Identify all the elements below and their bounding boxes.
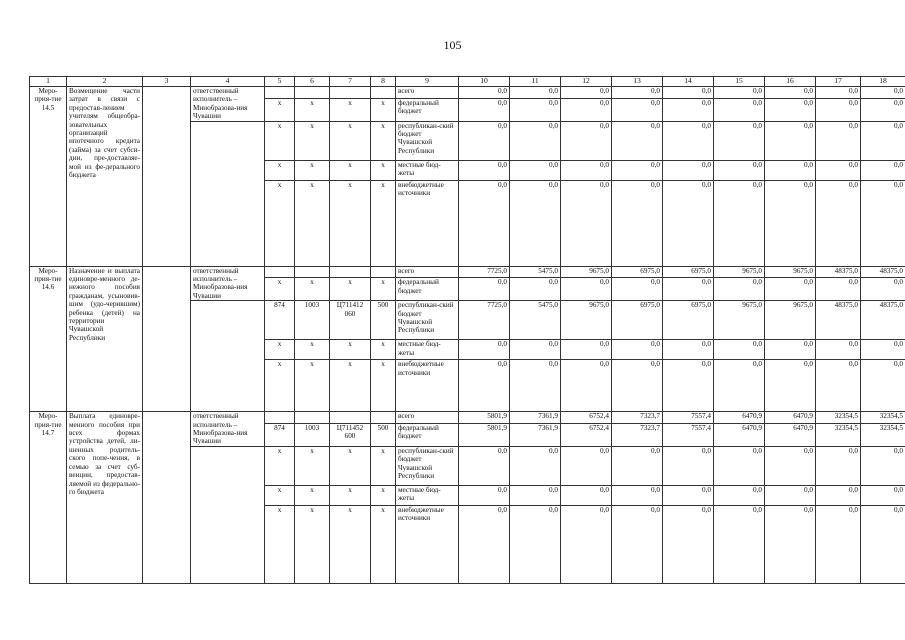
budget-table (29, 76, 905, 584)
funding-value: 0,0 (714, 485, 765, 505)
funding-value: 0,0 (714, 180, 765, 266)
funding-value: 0,0 (816, 98, 861, 121)
funding-value: 0,0 (459, 278, 510, 301)
funding-value: 0,0 (663, 278, 714, 301)
grbs-code: 874 (265, 301, 295, 340)
funding-value: 0,0 (714, 278, 765, 301)
measure-responsible-empty (191, 446, 265, 583)
funding-value: 0,0 (765, 446, 816, 485)
column-number: 12 (561, 77, 612, 87)
funding-value: 0,0 (510, 360, 561, 412)
column-number: 2 (67, 77, 143, 87)
funding-value: 0,0 (663, 98, 714, 121)
grbs-code (265, 412, 295, 424)
funding-value: 0,0 (714, 505, 765, 583)
funding-value: 0,0 (861, 360, 905, 412)
funding-value: 0,0 (765, 278, 816, 301)
funding-value: 6975,0 (612, 301, 663, 340)
column-number: 11 (510, 77, 561, 87)
funding-value: 0,0 (561, 98, 612, 121)
funding-value: 0,0 (816, 360, 861, 412)
expense-type-code: x (371, 505, 396, 583)
column-number: 3 (143, 77, 191, 87)
funding-value: 0,0 (459, 446, 510, 485)
funding-value: 0,0 (816, 485, 861, 505)
column-number: 16 (765, 77, 816, 87)
funding-source: всего (396, 87, 459, 99)
funding-value: 0,0 (861, 87, 905, 99)
measure-code: Меро-прия-тие 14.7 (30, 412, 67, 584)
column-number: 10 (459, 77, 510, 87)
funding-value: 7323,7 (612, 423, 663, 446)
target-article-code: x (330, 121, 371, 160)
funding-value: 5475,0 (510, 266, 561, 278)
target-article-code: Ц711412 060 (330, 301, 371, 340)
column-number-row (30, 77, 905, 87)
grbs-code: x (265, 180, 295, 266)
target-article-code: x (330, 160, 371, 180)
grbs-code: x (265, 160, 295, 180)
funding-value: 0,0 (663, 446, 714, 485)
section-code: 1003 (295, 423, 330, 446)
section-code (295, 412, 330, 424)
funding-value: 0,0 (510, 87, 561, 99)
funding-source: внебюджетные источники (396, 505, 459, 583)
funding-value: 0,0 (612, 121, 663, 160)
grbs-code (265, 266, 295, 278)
funding-source: местные бюд-жеты (396, 340, 459, 360)
target-article-code: x (330, 446, 371, 485)
funding-value: 9675,0 (561, 266, 612, 278)
funding-value: 7557,4 (663, 423, 714, 446)
funding-value: 5801,9 (459, 423, 510, 446)
section-code (295, 87, 330, 99)
funding-value: 0,0 (714, 121, 765, 160)
funding-value: 7725,0 (459, 301, 510, 340)
funding-source: всего (396, 266, 459, 278)
column-number: 15 (714, 77, 765, 87)
funding-value: 7323,7 (612, 412, 663, 424)
section-code: x (295, 446, 330, 485)
target-article-code: x (330, 485, 371, 505)
grbs-code: x (265, 98, 295, 121)
measure-name: Назначение и выплата единовре-менного де-нежного пособия гражданам, усыновив-шим (удо-черившим) ребенка (детей) на территории Чувашской Республики (67, 266, 143, 412)
funding-value: 0,0 (612, 98, 663, 121)
grbs-code: x (265, 121, 295, 160)
funding-value: 0,0 (510, 505, 561, 583)
funding-value: 6975,0 (663, 301, 714, 340)
funding-value: 0,0 (561, 160, 612, 180)
funding-value: 0,0 (459, 98, 510, 121)
grbs-code: 874 (265, 423, 295, 446)
funding-value: 7557,4 (663, 412, 714, 424)
measure-name: Возмещение части затрат в связи с предостав-лением учителям общеобра-зовательных организаций ипотечного кредита (займа) за счет субси-дии, пре-доставляе-мой из фе-дерального бюджета (67, 87, 143, 267)
funding-value: 0,0 (861, 278, 905, 301)
funding-value: 0,0 (714, 160, 765, 180)
funding-value: 0,0 (663, 485, 714, 505)
funding-value: 0,0 (561, 360, 612, 412)
target-article-code: x (330, 98, 371, 121)
measure-responsible-empty (191, 301, 265, 412)
funding-value: 0,0 (861, 121, 905, 160)
section-code: x (295, 180, 330, 266)
funding-value: 0,0 (459, 160, 510, 180)
funding-value: 0,0 (663, 340, 714, 360)
funding-source: республикан-ский бюджет Чувашской Республики (396, 301, 459, 340)
grbs-code (265, 87, 295, 99)
expense-type-code: 500 (371, 423, 396, 446)
funding-source: местные бюд-жеты (396, 485, 459, 505)
funding-value: 0,0 (861, 180, 905, 266)
column-number: 1 (30, 77, 67, 87)
funding-value: 0,0 (816, 180, 861, 266)
funding-value: 0,0 (714, 446, 765, 485)
funding-value: 0,0 (561, 121, 612, 160)
funding-value: 0,0 (612, 505, 663, 583)
funding-value: 32354,5 (816, 412, 861, 424)
funding-value: 0,0 (663, 160, 714, 180)
section-code: 1003 (295, 301, 330, 340)
funding-value: 0,0 (765, 485, 816, 505)
section-code: x (295, 505, 330, 583)
measure-col3 (143, 87, 191, 267)
funding-source: местные бюд-жеты (396, 160, 459, 180)
expense-type-code (371, 266, 396, 278)
funding-value: 6470,9 (765, 423, 816, 446)
funding-value: 0,0 (765, 121, 816, 160)
funding-value: 32354,5 (816, 423, 861, 446)
funding-value: 0,0 (765, 180, 816, 266)
table-row (30, 412, 905, 424)
funding-value: 9675,0 (561, 301, 612, 340)
funding-value: 0,0 (510, 278, 561, 301)
target-article-code: x (330, 360, 371, 412)
funding-value: 0,0 (510, 340, 561, 360)
section-code (295, 266, 330, 278)
measure-responsible-empty (191, 121, 265, 266)
grbs-code: x (265, 446, 295, 485)
funding-value: 7361,9 (510, 423, 561, 446)
section-code: x (295, 160, 330, 180)
funding-value: 0,0 (714, 87, 765, 99)
funding-source: внебюджетные источники (396, 180, 459, 266)
column-number: 9 (396, 77, 459, 87)
funding-value: 0,0 (459, 87, 510, 99)
funding-value: 0,0 (561, 340, 612, 360)
funding-value: 0,0 (561, 278, 612, 301)
funding-value: 6752,4 (561, 423, 612, 446)
expense-type-code: 500 (371, 301, 396, 340)
funding-value: 0,0 (459, 485, 510, 505)
funding-value: 9675,0 (714, 301, 765, 340)
funding-value: 0,0 (459, 340, 510, 360)
target-article-code (330, 87, 371, 99)
funding-value: 0,0 (663, 505, 714, 583)
funding-value: 0,0 (612, 160, 663, 180)
section-code: x (295, 360, 330, 412)
funding-value: 0,0 (663, 121, 714, 160)
table-row (30, 266, 905, 278)
funding-value: 0,0 (765, 160, 816, 180)
expense-type-code: x (371, 180, 396, 266)
grbs-code: x (265, 505, 295, 583)
funding-value: 0,0 (765, 340, 816, 360)
funding-value: 0,0 (459, 121, 510, 160)
expense-type-code: x (371, 360, 396, 412)
funding-value: 0,0 (816, 340, 861, 360)
funding-value: 0,0 (861, 160, 905, 180)
funding-value: 0,0 (765, 87, 816, 99)
measure-responsible: ответственный исполнитель – Минобразова-ния Чувашии (191, 87, 265, 122)
funding-source: республикан-ский бюджет Чувашской Республики (396, 121, 459, 160)
funding-value: 0,0 (510, 121, 561, 160)
funding-value: 0,0 (510, 98, 561, 121)
funding-value: 0,0 (612, 278, 663, 301)
column-number: 8 (371, 77, 396, 87)
funding-source: федеральный бюджет (396, 423, 459, 446)
measure-responsible: ответственный исполнитель – Минобразова-ния Чувашии (191, 412, 265, 447)
target-article-code: Ц711452 600 (330, 423, 371, 446)
funding-value: 0,0 (459, 505, 510, 583)
expense-type-code (371, 87, 396, 99)
column-number: 7 (330, 77, 371, 87)
funding-value: 48375,0 (816, 301, 861, 340)
expense-type-code: x (371, 98, 396, 121)
funding-value: 6470,9 (714, 412, 765, 424)
funding-value: 6470,9 (714, 423, 765, 446)
funding-value: 0,0 (816, 87, 861, 99)
funding-value: 0,0 (612, 340, 663, 360)
funding-value: 0,0 (612, 446, 663, 485)
funding-value: 7361,9 (510, 412, 561, 424)
funding-value: 0,0 (612, 360, 663, 412)
funding-value: 0,0 (861, 485, 905, 505)
funding-value: 0,0 (510, 160, 561, 180)
column-number: 5 (265, 77, 295, 87)
measure-name: Выплата единовре-менного пособия при всех формах устройства детей, ли-шенных родитель-ского попе-чения, в семью за счет суб-венции, предостав-ляемой из федерально-го бюджета (67, 412, 143, 584)
funding-value: 9675,0 (765, 301, 816, 340)
grbs-code: x (265, 485, 295, 505)
funding-value: 32354,5 (861, 412, 905, 424)
target-article-code: x (330, 278, 371, 301)
funding-value: 0,0 (561, 87, 612, 99)
section-code: x (295, 98, 330, 121)
funding-source: федеральный бюджет (396, 98, 459, 121)
funding-source: республикан-ский бюджет Чувашской Республики (396, 446, 459, 485)
funding-value: 0,0 (561, 485, 612, 505)
funding-value: 0,0 (612, 87, 663, 99)
target-article-code: x (330, 505, 371, 583)
target-article-code: x (330, 340, 371, 360)
funding-source: внебюджетные источники (396, 360, 459, 412)
table-body (30, 77, 905, 584)
funding-value: 0,0 (765, 98, 816, 121)
funding-value: 0,0 (510, 446, 561, 485)
funding-value: 0,0 (561, 180, 612, 266)
expense-type-code (371, 412, 396, 424)
funding-value: 0,0 (561, 505, 612, 583)
column-number: 6 (295, 77, 330, 87)
section-code: x (295, 485, 330, 505)
expense-type-code: x (371, 278, 396, 301)
funding-value: 9675,0 (714, 266, 765, 278)
section-code: x (295, 340, 330, 360)
funding-value: 0,0 (861, 340, 905, 360)
target-article-code: x (330, 180, 371, 266)
funding-value: 32354,5 (861, 423, 905, 446)
funding-value: 0,0 (612, 485, 663, 505)
funding-value: 0,0 (663, 180, 714, 266)
column-number: 14 (663, 77, 714, 87)
funding-value: 0,0 (816, 121, 861, 160)
funding-value: 6470,9 (765, 412, 816, 424)
funding-value: 0,0 (816, 505, 861, 583)
funding-value: 6975,0 (663, 266, 714, 278)
funding-value: 0,0 (510, 485, 561, 505)
grbs-code: x (265, 340, 295, 360)
grbs-code: x (265, 360, 295, 412)
measure-code: Меро-прия-тие 14.6 (30, 266, 67, 412)
funding-value: 0,0 (561, 446, 612, 485)
funding-value: 0,0 (714, 98, 765, 121)
expense-type-code: x (371, 446, 396, 485)
measure-code: Меро-прия-тие 14.5 (30, 87, 67, 267)
funding-value: 0,0 (861, 505, 905, 583)
funding-value: 48375,0 (816, 266, 861, 278)
column-number: 4 (191, 77, 265, 87)
column-number: 17 (816, 77, 861, 87)
target-article-code (330, 266, 371, 278)
measure-col3 (143, 266, 191, 412)
funding-value: 0,0 (714, 360, 765, 412)
measure-col3 (143, 412, 191, 584)
funding-source: федеральный бюджет (396, 278, 459, 301)
funding-value: 0,0 (714, 340, 765, 360)
funding-value: 0,0 (663, 87, 714, 99)
funding-value: 0,0 (861, 446, 905, 485)
funding-value: 48375,0 (861, 266, 905, 278)
funding-value: 0,0 (765, 360, 816, 412)
column-number: 13 (612, 77, 663, 87)
expense-type-code: x (371, 485, 396, 505)
funding-value: 0,0 (459, 360, 510, 412)
expense-type-code: x (371, 121, 396, 160)
funding-value: 6752,4 (561, 412, 612, 424)
funding-value: 0,0 (459, 180, 510, 266)
section-code: x (295, 278, 330, 301)
funding-value: 0,0 (765, 505, 816, 583)
funding-value: 9675,0 (765, 266, 816, 278)
column-number: 18 (861, 77, 905, 87)
target-article-code (330, 412, 371, 424)
expense-type-code: x (371, 160, 396, 180)
funding-value: 5801,9 (459, 412, 510, 424)
funding-source: всего (396, 412, 459, 424)
table-row (30, 87, 905, 99)
funding-value: 0,0 (861, 98, 905, 121)
funding-value: 0,0 (612, 180, 663, 266)
funding-value: 0,0 (816, 446, 861, 485)
funding-value: 0,0 (816, 160, 861, 180)
page-number: 105 (443, 38, 462, 52)
funding-value: 0,0 (510, 180, 561, 266)
funding-value: 7725,0 (459, 266, 510, 278)
funding-value: 48375,0 (861, 301, 905, 340)
expense-type-code: x (371, 340, 396, 360)
section-code: x (295, 121, 330, 160)
funding-value: 0,0 (663, 360, 714, 412)
measure-responsible: ответственный исполнитель – Минобразова-ния Чувашии (191, 266, 265, 301)
funding-value: 6975,0 (612, 266, 663, 278)
grbs-code: x (265, 278, 295, 301)
funding-value: 0,0 (816, 278, 861, 301)
funding-value: 5475,0 (510, 301, 561, 340)
